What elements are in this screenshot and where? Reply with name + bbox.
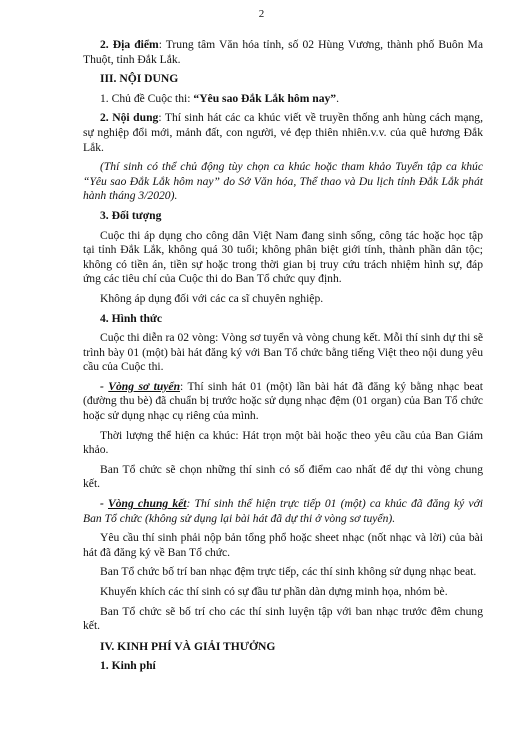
content-paragraph [83,111,483,155]
content-label: 2. Nội dung [100,111,159,125]
subjects-heading: 3. Đối tượng [100,208,162,222]
prelim-round-paragraph [83,380,483,424]
final-prefix: - [100,497,109,511]
theme-suffix: . [336,91,339,105]
location-label: 2. Địa điểm [100,38,159,51]
location-paragraph [83,38,483,67]
prelim-round-label: Vòng sơ tuyển [108,379,181,393]
format-paragraph-9: Ban Tổ chức sẽ bố trí cho các thí sinh luyện tập với ban nhạc trước đêm chung kết. [83,604,483,633]
document-body [83,38,483,679]
section-4-heading: IV. KINH PHÍ VÀ GIẢI THƯỞNG [100,639,276,653]
theme-name: “Yêu sao Đắk Lắk hôm nay” [193,91,337,105]
subjects-paragraph-1: Cuộc thi áp dụng cho công dân Việt Nam đang sinh sống, công tác hoặc học tập tại tỉnh Đắk Lắk, không quá 30 tuổi; không phân biệt giới tính, thành phần dân tộc; không có tiền án, tiền sự hoặc trong thời gian bị truy cứu trách nhiệm hình sự, đáp ứng các tiêu chí của Cuộc thi do Ban Tổ chức quy định. [83,228,483,286]
format-paragraph-7: Ban Tổ chức bố trí ban nhạc đệm trực tiếp, các thí sinh không sử dụng nhạc beat. [100,565,477,579]
final-round-label: Vòng chung kết [108,497,187,511]
theme-prefix: 1. Chủ đề Cuộc thi: [100,91,194,105]
section-3-heading: III. NỘI DUNG [100,72,179,86]
format-paragraph-3: Thời lượng thể hiện ca khúc: Hát trọn một bài hoặc theo yêu cầu của Ban Giám khảo. [83,428,483,457]
funding-heading: 1. Kinh phí [100,659,156,673]
format-heading: 4. Hình thức [100,311,163,325]
page-number: 2 [258,8,265,20]
content-note: (Thí sinh có thể chủ động tùy chọn ca khúc hoặc tham khảo Tuyển tập ca khúc “Yêu sao Đắk Lắk hôm nay” do Sở Văn hóa, Thể thao và Du lịch tỉnh Đắk Lắk phát hành tháng 3/2020). [83,160,483,203]
final-round-text: : Thí sinh thể hiện trực tiếp 01 (một) ca khúc đã đăng ký với Ban Tổ chức (không sử dụng lại bài hát đã dự thi ở vòng sơ tuyển). [83,497,484,525]
format-paragraph-8: Khuyến khích các thí sinh có sự đầu tư phần dàn dựng minh họa, nhóm bè. [100,585,448,598]
theme-paragraph [83,92,483,107]
prelim-round-text: : Thí sinh hát 01 (một) lần bài hát đã đăng ký bằng nhạc beat (đường thu bè) đã chuẩn bị trước hoặc sử dụng nhạc đệm (01 organ) của Ban Tổ chức hoặc sử dụng nhạc cụ riêng của mình. [83,379,484,423]
subjects-paragraph-2: Không áp dụng đối với các ca sĩ chuyên nghiệp. [100,291,324,305]
location-text: : Trung tâm Văn hóa tỉnh, số 02 Hùng Vương, thành phố Buôn Ma Thuột, tỉnh Đắk Lắk. [83,38,484,66]
content-text: : Thí sinh hát các ca khúc viết về truyền thống anh hùng cách mạng, sự nghiệp đổi mới, mảnh đất, con người, vẻ đẹp thiên nhiên.v.v. của quê hương Đắk Lắk. [83,111,483,154]
prelim-prefix: - [100,379,109,393]
format-paragraph-6: Yêu cầu thí sinh phải nộp bản tổng phổ hoặc sheet nhạc (nốt nhạc và lời) của bài hát đã đăng ký về Ban Tổ chức. [83,531,483,559]
format-paragraph-1: Cuộc thi diễn ra 02 vòng: Vòng sơ tuyển và vòng chung kết. Mỗi thí sinh dự thi sẽ trình bày 01 (một) bài hát đăng ký với Ban Tổ chức bằng tiếng Việt theo nội dung yêu cầu của Cuộc thi. [83,331,483,374]
format-paragraph-4: Ban Tổ chức sẽ chọn những thí sinh có số điểm cao nhất để dự thi vòng chung kết. [83,462,483,491]
final-round-paragraph [83,497,483,526]
